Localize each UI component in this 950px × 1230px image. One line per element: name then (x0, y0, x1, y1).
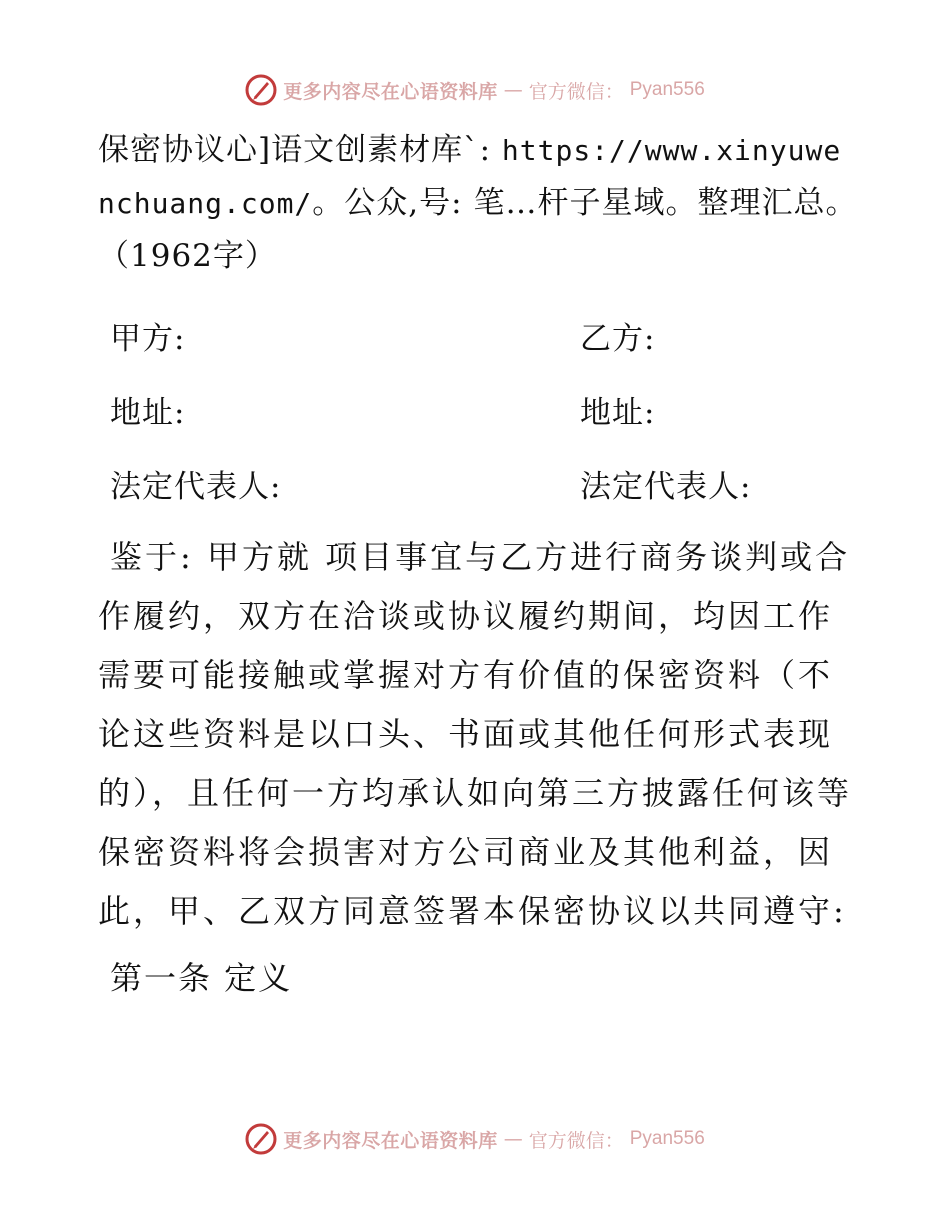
banner-separator: — (503, 1128, 523, 1150)
banner-wechat-label: 官方微信： (528, 1129, 624, 1152)
party-a-label: 甲方: (110, 320, 186, 357)
intro-text-2: 。公众,号: 笔…杆子星域。整理汇总。（1962字） (98, 185, 858, 274)
party-row-name (98, 298, 858, 372)
section-title-definitions: 第一条 定义 (110, 959, 293, 997)
banner-wechat-label: 官方微信： (528, 80, 624, 103)
party-a-address-label: 地址: (110, 394, 186, 431)
party-b-representative-label: 法定代表人: (580, 468, 752, 505)
document-body (98, 124, 858, 999)
quill-logo-icon (245, 1123, 277, 1155)
party-row-address (98, 372, 858, 446)
banner-main-text: 更多内容尽在心语资料库 (283, 80, 498, 103)
intro-url: https://www.xinyuwenchuang.com/ (98, 134, 842, 220)
party-a-representative-label: 法定代表人: (110, 468, 282, 505)
banner-separator: — (503, 79, 523, 101)
footer-banner (0, 1119, 950, 1159)
banner-main-text: 更多内容尽在心语资料库 (283, 1129, 498, 1152)
recital-paragraph: 鉴于: 甲方就 项目事宜与乙方进行商务谈判或合作履约，双方在洽谈或协议履约期间，均因工作需要可能接触或掌握对方有价值的保密资料（不论这些资料是以口头、书面或其他任何形式表现的），且任何一方均承认如向第三方披露任何该等保密资料将会损害对方公司商业及其他利益，因此，甲、乙双方同意签署本保密协议以共同遵守: (98, 538, 853, 930)
banner-wechat-handle: Pyan556 (629, 1128, 705, 1149)
quill-logo-icon (245, 74, 277, 106)
party-b-address-label: 地址: (580, 394, 656, 431)
intro-paragraph (98, 124, 858, 282)
party-b-label: 乙方: (580, 320, 656, 357)
header-banner (0, 70, 950, 110)
intro-text-1: 保密协议心]语文创素材库`: (98, 132, 502, 168)
banner-wechat-handle: Pyan556 (629, 79, 705, 100)
party-row-representative (98, 446, 858, 520)
